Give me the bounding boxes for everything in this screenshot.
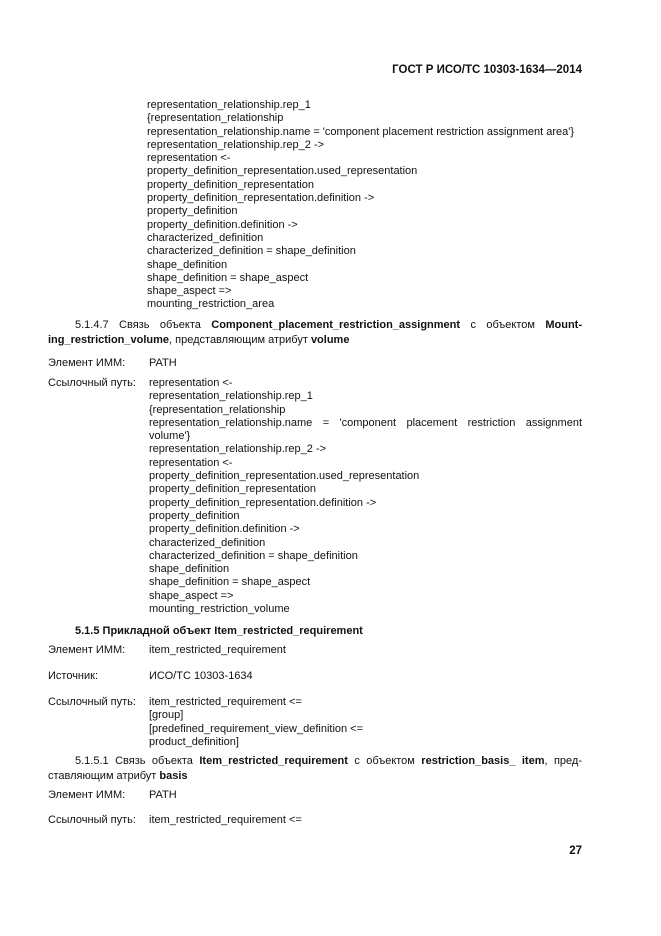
path-line: representation <-	[149, 456, 233, 469]
path-line: representation <-	[147, 152, 231, 165]
section-number: 5.1.5	[75, 625, 100, 637]
clause-text: , представляющим атрибут	[169, 333, 308, 346]
reference-path-block-1	[147, 99, 574, 312]
path-line: characterized_definition	[147, 231, 264, 244]
mim-element-value: PATH	[149, 789, 177, 801]
path-line: representation <-	[149, 377, 233, 389]
clause-line-1	[48, 754, 582, 769]
path-line: property_definition_representation.used_representation	[147, 165, 418, 178]
reference-path-block-3	[149, 696, 363, 749]
path-line: item_restricted_requirement <=	[149, 696, 302, 708]
path-line: shape_definition = shape_aspect	[147, 271, 309, 284]
path-line: representation_relationship.rep_1	[147, 99, 311, 111]
page-number: 27	[569, 845, 582, 857]
path-lines-rest	[149, 443, 582, 616]
section-heading	[75, 625, 363, 637]
reference-path-block-2	[149, 377, 582, 616]
clause-text: Связь объекта	[115, 755, 193, 767]
mim-element-value: item_restricted_requirement	[149, 644, 286, 656]
path-line: mounting_restriction_area	[147, 298, 275, 311]
path-line: property_definition.definition ->	[147, 218, 298, 231]
path-line: shape_definition	[147, 258, 228, 271]
reference-path-value: item_restricted_requirement <=	[149, 814, 302, 826]
clause-line-1	[48, 318, 582, 333]
clause-target: Mount-	[545, 319, 583, 331]
path-line: shape_aspect =>	[147, 285, 232, 298]
path-line: characterized_definition = shape_definition	[147, 245, 356, 258]
path-line: property_definition.definition ->	[149, 523, 300, 536]
clause-target: ing_restriction_volume	[48, 333, 170, 346]
clause-attribute: basis	[159, 769, 188, 782]
mim-element-label: Элемент ИММ:	[48, 357, 126, 369]
mim-element-label: Элемент ИММ:	[48, 644, 126, 656]
clause-number: 5.1.5.1	[75, 755, 109, 767]
path-line: property_definition_representation.definition ->	[149, 496, 377, 509]
path-line: representation_relationship.rep_1	[149, 390, 313, 403]
clause-target: restriction_basis_ item	[421, 755, 545, 767]
path-line: representation_relationship.rep_2 ->	[147, 138, 325, 151]
path-line: {representation_relationship	[147, 112, 284, 125]
document-header: ГОСТ Р ИСО/ТС 10303-1634—2014	[392, 64, 582, 76]
path-line: property_definition	[149, 509, 240, 522]
section-title: Прикладной объект Item_restricted_requirement	[102, 625, 363, 637]
path-line: mounting_restriction_volume	[149, 603, 290, 616]
path-line: property_definition	[147, 205, 238, 218]
clause-5-1-4-7	[48, 318, 582, 347]
path-line: product_definition]	[149, 735, 239, 748]
path-line: [predefined_requirement_view_definition <=	[149, 722, 364, 735]
clause-text: с объектом	[354, 755, 415, 767]
path-line: representation_relationship.name = 'component placement restriction assignment area'}	[147, 125, 575, 138]
clause-text: ставляющим атрибут	[48, 769, 157, 782]
clause-text: с объектом	[470, 319, 535, 331]
source-label: Источник:	[48, 670, 99, 682]
reference-path-label: Ссылочный путь:	[48, 377, 136, 389]
clause-object: Component_placement_restriction_assignment	[211, 319, 461, 331]
clause-number: 5.1.4.7	[75, 319, 109, 331]
clause-5-1-5-1	[48, 754, 582, 783]
path-line: shape_definition = shape_aspect	[149, 576, 311, 589]
clause-text: Связь объекта	[119, 319, 201, 331]
reference-path-label: Ссылочный путь:	[48, 696, 136, 708]
path-line: property_definition_representation	[147, 178, 314, 191]
path-line: {representation_relationship	[149, 403, 286, 416]
clause-line-2	[48, 333, 582, 348]
source-value: ИСО/ТС 10303-1634	[149, 670, 253, 682]
mim-element-value: PATH	[149, 357, 177, 369]
path-line: volume'}	[149, 430, 191, 443]
path-line: characterized_definition = shape_definition	[149, 549, 358, 562]
path-line: property_definition_representation.definition ->	[147, 192, 375, 205]
mim-element-label: Элемент ИММ:	[48, 789, 126, 801]
path-line: characterized_definition	[149, 536, 266, 549]
path-line: shape_aspect =>	[149, 589, 234, 602]
path-line: [group]	[149, 709, 184, 722]
clause-attribute: volume	[310, 333, 350, 346]
path-line: representation_relationship.name = 'component placement restriction assignment	[149, 416, 582, 429]
path-line: representation_relationship.rep_2 ->	[149, 443, 327, 456]
clause-line-2	[48, 769, 582, 784]
clause-text: , пред-	[544, 755, 583, 767]
path-line: shape_definition	[149, 563, 230, 576]
path-line: property_definition_representation	[149, 483, 316, 496]
clause-object: Item_restricted_requirement	[199, 755, 348, 767]
path-line: property_definition_representation.used_representation	[149, 470, 420, 483]
reference-path-label: Ссылочный путь:	[48, 814, 136, 826]
